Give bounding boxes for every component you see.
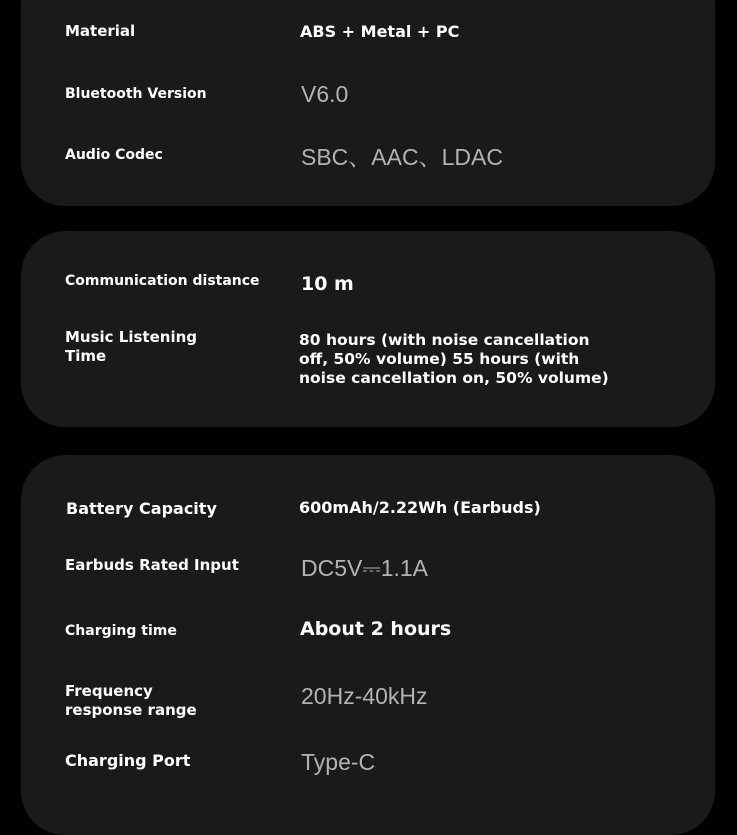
spec-label-bluetooth-version: Bluetooth Version xyxy=(65,86,207,102)
spec-card-general xyxy=(21,0,715,206)
spec-label-audio-codec: Audio Codec xyxy=(65,147,163,163)
spec-label-music-listening-time: Music Listening Time xyxy=(65,328,197,365)
spec-value-charging-time: About 2 hours xyxy=(300,618,452,640)
spec-value-communication-distance: 10 m xyxy=(301,273,354,295)
spec-label-battery-capacity: Battery Capacity xyxy=(66,499,217,518)
spec-label-material: Material xyxy=(65,22,136,40)
spec-value-music-listening-time: 80 hours (with noise cancellation off, 50% volume) 55 hours (with noise cancellation on, 50% volume) xyxy=(299,331,609,387)
spec-label-charging-time: Charging time xyxy=(65,623,177,639)
spec-value-material: ABS + Metal + PC xyxy=(300,22,460,41)
spec-value-bluetooth-version: V6.0 xyxy=(301,81,349,107)
spec-label-communication-distance: Communication distance xyxy=(65,273,260,289)
spec-label-earbuds-rated-input: Earbuds Rated Input xyxy=(65,556,239,574)
spec-value-audio-codec: SBC、AAC、LDAC xyxy=(301,144,503,170)
spec-label-charging-port: Charging Port xyxy=(65,751,191,770)
spec-card-battery xyxy=(21,455,715,835)
spec-value-frequency-response-range: 20Hz-40kHz xyxy=(301,683,428,709)
spec-card-connectivity xyxy=(21,231,715,427)
spec-value-battery-capacity: 600mAh/2.22Wh (Earbuds) xyxy=(299,498,541,517)
spec-value-earbuds-rated-input: DC5V⎓1.1A xyxy=(301,555,429,581)
spec-value-charging-port: Type-C xyxy=(301,749,376,775)
spec-label-frequency-response-range: Frequency response range xyxy=(65,682,197,719)
